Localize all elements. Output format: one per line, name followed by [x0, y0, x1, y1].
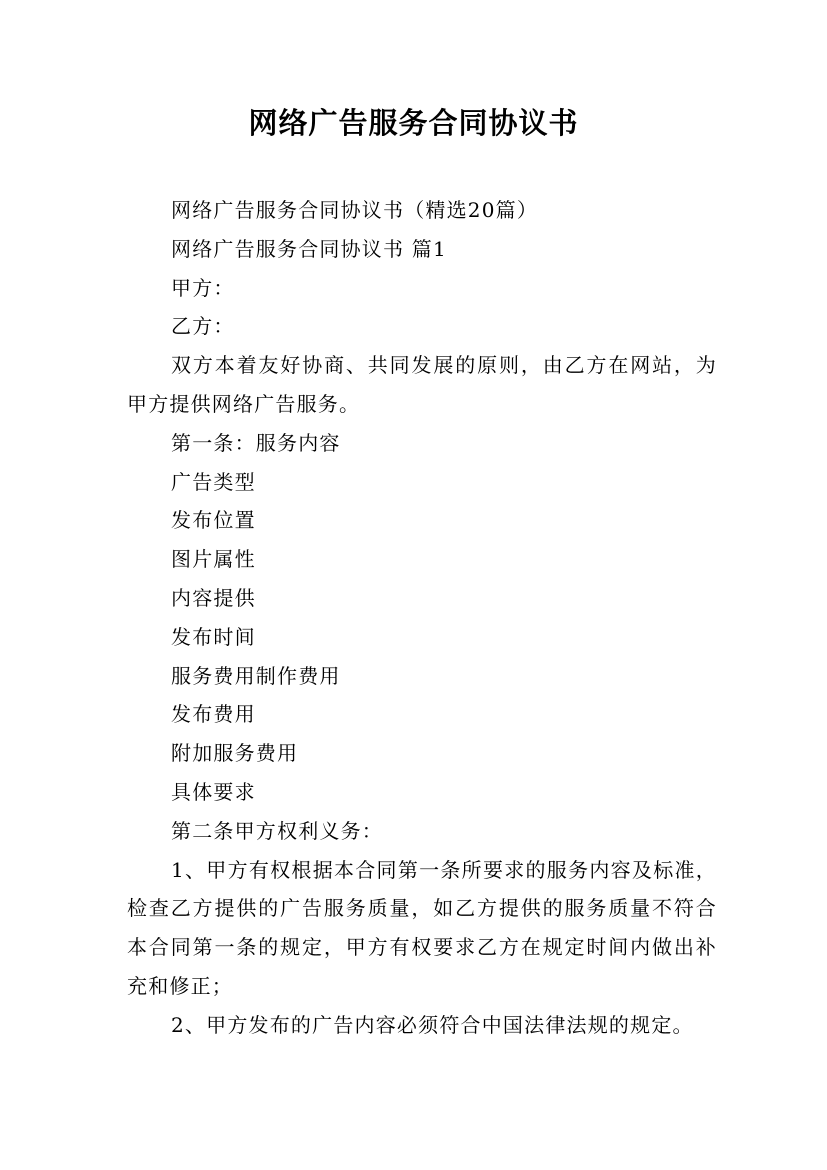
paragraph-placement: 发布位置 [171, 508, 256, 533]
paragraph-image-attributes: 图片属性 [171, 547, 256, 572]
paragraph-additional-fee: 附加服务费用 [171, 741, 299, 766]
paragraph-content-provision: 内容提供 [171, 585, 256, 610]
paragraph-ad-type: 广告类型 [171, 469, 256, 494]
paragraph-section-heading: 网络广告服务合同协议书 篇1 [171, 236, 447, 261]
document-title: 网络广告服务合同协议书 [248, 106, 579, 140]
paragraph-clause-2: 2、甲方发布的广告内容必须符合中国法律法规的规定。 [171, 1012, 694, 1037]
paragraph-party-b: 乙方： [171, 314, 235, 339]
paragraph-article-1: 第一条：服务内容 [171, 430, 341, 455]
paragraph-publish-fee: 发布费用 [171, 702, 256, 727]
paragraph-publish-time: 发布时间 [171, 624, 256, 649]
paragraph-party-a: 甲方： [171, 275, 235, 300]
paragraph-preamble: 双方本着友好协商、共同发展的原则，由乙方在网站，为甲方提供网络广告服务。 [127, 353, 717, 416]
paragraph-article-2: 第二条甲方权利义务： [171, 818, 383, 843]
paragraph-clause-1: 1、甲方有权根据本合同第一条所要求的服务内容及标准，检查乙方提供的广告服务质量，如乙方提供的服务质量不符合本合同第一条的规定，甲方有权要求乙方在规定时间内做出补充和修正； [127, 857, 717, 998]
paragraph-subtitle: 网络广告服务合同协议书（精选20篇） [171, 198, 539, 222]
paragraph-requirements: 具体要求 [171, 779, 256, 804]
document-body [127, 191, 717, 1045]
paragraph-production-fee: 服务费用制作费用 [171, 663, 341, 688]
